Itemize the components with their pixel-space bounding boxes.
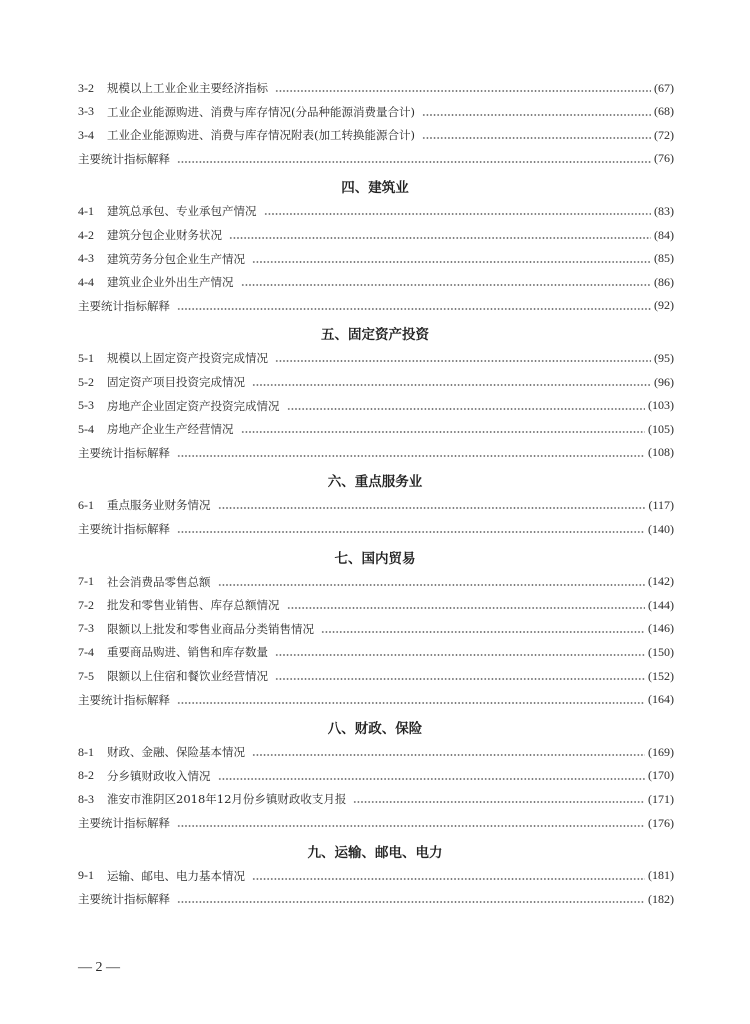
entry-title: 财政、金融、保险基本情况	[107, 745, 245, 760]
entry-title: 规模以上工业企业主要经济指标	[107, 81, 268, 95]
toc-entry[interactable]	[78, 126, 674, 144]
entry-page: (103)	[648, 398, 674, 413]
dot-leader	[218, 778, 646, 780]
dot-leader	[275, 678, 645, 680]
toc-entry[interactable]	[78, 691, 674, 709]
entry-page: (72)	[654, 127, 674, 142]
entry-title: 建筑总承包、专业承包产情况	[107, 204, 257, 219]
dot-leader	[252, 878, 645, 880]
dot-leader	[218, 507, 646, 509]
toc-entry[interactable]	[78, 643, 674, 661]
entry-title: 工业企业能源购进、消费与库存情况附表(加工转换能源合计)	[107, 128, 415, 143]
dot-leader	[177, 531, 645, 533]
entry-title: 主要统计指标解释	[78, 151, 170, 166]
entry-page: (171)	[648, 791, 674, 806]
dot-leader	[275, 90, 651, 92]
toc-entry[interactable]	[78, 397, 674, 415]
entry-page: (95)	[654, 350, 674, 365]
toc-entry[interactable]	[78, 890, 674, 908]
entry-title: 工业企业能源购进、消费与库存情况(分品种能源消费量合计)	[107, 104, 415, 119]
entry-title: 主要统计指标解释	[78, 522, 170, 536]
entry-number: 4-1	[78, 203, 94, 218]
entry-title: 主要统计指标解释	[78, 445, 170, 460]
entry-page: (140)	[648, 521, 674, 536]
entry-title: 淮安市淮阴区2018年12月份乡镇财政收支月报	[107, 792, 347, 807]
entry-number: 3-2	[78, 80, 94, 95]
entry-number: 7-5	[78, 668, 94, 683]
toc-entry[interactable]	[78, 373, 674, 391]
entry-number: 4-2	[78, 227, 94, 242]
dot-leader	[241, 284, 652, 286]
entry-page: (105)	[648, 421, 674, 436]
entry-number: 3-3	[78, 104, 94, 119]
entry-title: 固定资产项目投资完成情况	[107, 375, 245, 389]
dot-leader	[287, 607, 646, 609]
section-heading: 五、固定资产投资	[321, 327, 429, 344]
dot-leader	[275, 654, 645, 656]
entry-number: 5-2	[78, 374, 94, 389]
entry-page: (85)	[654, 251, 674, 266]
entry-page: (146)	[648, 621, 674, 636]
entry-title: 主要统计指标解释	[78, 298, 170, 313]
entry-number: 3-4	[78, 127, 94, 142]
toc-entry[interactable]	[78, 814, 674, 832]
dot-leader	[422, 114, 651, 116]
entry-page: (117)	[648, 497, 674, 512]
dot-leader	[229, 237, 651, 239]
toc-entry[interactable]	[78, 767, 674, 785]
entry-number: 7-3	[78, 621, 94, 636]
entry-page: (68)	[654, 104, 674, 119]
entry-page: (176)	[648, 815, 674, 830]
entry-title: 建筑劳务分包企业生产情况	[107, 251, 245, 266]
entry-number: 9-1	[78, 868, 94, 883]
entry-page: (142)	[648, 574, 674, 589]
dot-leader	[252, 384, 651, 386]
entry-number: 7-1	[78, 574, 94, 589]
entry-title: 限额以上住宿和餐饮业经营情况	[107, 669, 268, 683]
section-heading: 四、建筑业	[341, 180, 409, 197]
entry-number: 4-4	[78, 274, 94, 289]
toc-entry[interactable]	[78, 867, 674, 885]
dot-leader	[321, 631, 645, 633]
toc-entry[interactable]	[78, 573, 674, 591]
entry-page: (76)	[654, 151, 674, 166]
dot-leader	[264, 213, 652, 215]
section-heading: 六、重点服务业	[327, 474, 423, 491]
entry-page: (86)	[654, 274, 674, 289]
entry-page: (67)	[654, 80, 674, 95]
toc-entry[interactable]	[78, 273, 674, 291]
entry-page: (182)	[648, 891, 674, 906]
entry-title: 规模以上固定资产投资完成情况	[107, 351, 268, 366]
dot-leader	[275, 360, 651, 362]
toc-entry[interactable]	[78, 226, 674, 244]
entry-page: (144)	[648, 597, 674, 612]
toc-entry[interactable]	[78, 790, 674, 808]
entry-page: (108)	[648, 445, 674, 460]
entry-title: 建筑分包企业财务状况	[107, 228, 222, 242]
dot-leader	[353, 801, 645, 803]
entry-page: (181)	[648, 868, 674, 883]
entry-number: 7-2	[78, 597, 94, 612]
section-heading: 九、运输、邮电、电力	[307, 844, 443, 861]
entry-number: 4-3	[78, 251, 94, 266]
entry-page: (170)	[648, 768, 674, 783]
dot-leader	[241, 431, 646, 433]
entry-page: (164)	[648, 692, 674, 707]
dot-leader	[177, 901, 645, 903]
entry-number: 5-4	[78, 421, 94, 436]
toc-entry[interactable]	[78, 349, 674, 367]
entry-page: (150)	[648, 644, 674, 659]
section-heading: 七、国内贸易	[334, 550, 416, 567]
toc-entry[interactable]	[78, 103, 674, 121]
entry-title: 主要统计指标解释	[78, 692, 170, 707]
entry-number: 6-1	[78, 497, 94, 512]
toc-entry[interactable]	[78, 620, 674, 638]
entry-title: 重要商品购进、销售和库存数量	[107, 645, 268, 660]
entry-title: 房地产企业固定资产投资完成情况	[107, 398, 280, 413]
toc-entry[interactable]	[78, 150, 674, 168]
toc-entry[interactable]	[78, 250, 674, 268]
toc-entry[interactable]	[78, 496, 674, 514]
entry-title: 重点服务业财务情况	[107, 498, 211, 513]
entry-title: 社会消费品零售总额	[107, 574, 211, 589]
toc-entry[interactable]	[78, 420, 674, 438]
section-heading: 八、财政、保险	[327, 721, 423, 738]
toc-entry[interactable]	[78, 79, 674, 97]
dot-leader	[422, 137, 651, 139]
toc-entry[interactable]	[78, 667, 674, 685]
toc-entry[interactable]	[78, 596, 674, 614]
entry-page: (83)	[654, 203, 674, 218]
entry-number: 5-1	[78, 350, 94, 365]
dot-leader	[177, 825, 645, 827]
entry-number: 8-3	[78, 791, 94, 806]
entry-title: 房地产企业生产经营情况	[107, 422, 234, 437]
entry-page: (169)	[648, 744, 674, 759]
entry-page: (152)	[648, 668, 674, 683]
dot-leader	[177, 702, 645, 704]
entry-title: 批发和零售业销售、库存总额情况	[107, 598, 280, 613]
dot-leader	[218, 584, 646, 586]
entry-title: 运输、邮电、电力基本情况	[107, 868, 245, 883]
entry-title: 主要统计指标解释	[78, 892, 170, 907]
toc-entry[interactable]	[78, 444, 674, 462]
entry-page: (96)	[654, 374, 674, 389]
entry-number: 8-2	[78, 768, 94, 783]
page-number: — 2 —	[78, 960, 120, 975]
toc-entry[interactable]	[78, 202, 674, 220]
dot-leader	[177, 455, 645, 457]
entry-number: 7-4	[78, 644, 94, 659]
dot-leader	[177, 308, 651, 310]
toc-entry[interactable]	[78, 743, 674, 761]
dot-leader	[252, 754, 645, 756]
entry-number: 5-3	[78, 398, 94, 413]
entry-page: (84)	[654, 227, 674, 242]
entry-number: 8-1	[78, 744, 94, 759]
toc-entry[interactable]	[78, 297, 674, 315]
dot-leader	[177, 161, 651, 163]
entry-title: 主要统计指标解释	[78, 816, 170, 830]
entry-page: (92)	[654, 298, 674, 313]
dot-leader	[252, 261, 651, 263]
entry-title: 分乡镇财政收入情况	[107, 768, 211, 783]
toc-entry[interactable]	[78, 520, 674, 538]
entry-title: 限额以上批发和零售业商品分类销售情况	[107, 621, 314, 636]
dot-leader	[287, 408, 646, 410]
entry-title: 建筑业企业外出生产情况	[107, 275, 234, 290]
